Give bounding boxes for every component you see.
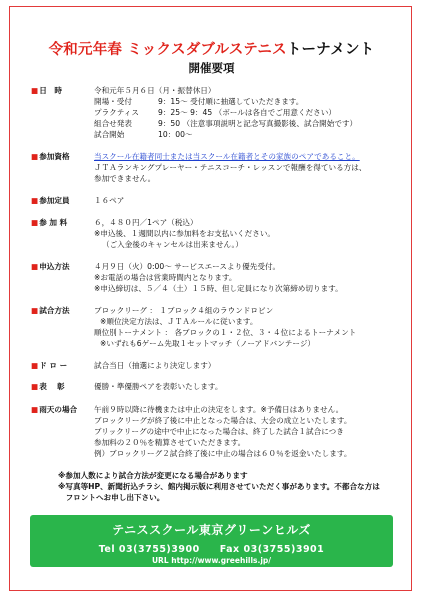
bullet-icon: ■ [31, 262, 39, 271]
text-line: ※お電話の場合は営業時間内となります。 [94, 273, 237, 282]
title-main: 令和元年春 ミックスダブルステニス [48, 42, 287, 58]
note-line: フロントへお申し出下さい。 [58, 493, 165, 502]
notes [58, 470, 398, 503]
section-label: ■参加資格 [31, 152, 70, 161]
section-label: ■日 時 [31, 86, 62, 95]
section-body [94, 261, 399, 294]
bullet-icon: ■ [31, 361, 39, 370]
phone-fax: Tel 03(3755)3900 Fax 03(3755)3901 [98, 544, 325, 555]
title-suffix: トーナメント [286, 42, 375, 58]
text-line: ※順位決定方法は、ＪＴＡルールに従います。 [100, 317, 258, 326]
contact-banner [30, 515, 393, 567]
schedule-row: 開場・受付 9：15～ 受付順に抽選していただきます。 [94, 97, 304, 106]
section-body [94, 217, 399, 250]
draw-value: 試合当日（抽選により決定します） [94, 361, 216, 370]
bullet-icon: ■ [31, 382, 39, 391]
section-body [94, 151, 399, 184]
text-line: ※申込締切は、５／４（土）１５時、但し定員になり次第締め切ります。 [94, 284, 343, 293]
school-name: テニススクール東京グリーンヒルズ [112, 523, 311, 537]
text-line: ブリックリーグの途中で中止になった場合は、終了した試合１試合につき [94, 427, 344, 436]
text-line: ※申込後、１週間以内に参加料をお支払いください。 [94, 229, 276, 238]
section-label: ■ド ロ ー [31, 361, 68, 370]
section-label: ■申込方法 [31, 262, 70, 271]
page-subtitle: 開催要項 [188, 61, 235, 75]
bullet-icon: ■ [31, 306, 39, 315]
text-line: （ご入金後のキャンセルは出来ません。） [102, 240, 243, 249]
bullet-icon: ■ [31, 86, 39, 95]
text-line: ６，４８０円／1ペア（税込） [94, 218, 198, 227]
bullet-icon: ■ [31, 405, 39, 414]
text-line: ブロックリーグが終了後に中止となった場合は、大会の成立といたします。 [94, 416, 352, 425]
text-line: ＪＴＡランキングプレーヤー・テニスコーチ・レッスンで報酬を得ている方は、 [94, 163, 367, 172]
bullet-icon: ■ [31, 152, 39, 161]
note-line: ※参加人数により試合方法が変更になる場合があります [58, 471, 248, 480]
schedule-row: 試合開始 10：00～ [94, 130, 193, 139]
award-value: 優勝・準優勝ペアを表彰いたします。 [94, 382, 223, 391]
section-label: ■雨天の場合 [31, 405, 78, 414]
text-line: 順位別トーナメント ： 各ブロックの１・２位、３・４位によるトーナメント [94, 328, 357, 337]
text-line: 参加できません。 [94, 174, 156, 183]
section-body [94, 195, 399, 206]
text-line: ※いずれも6ゲーム先取１セットマッチ（ノーアドバンテージ） [100, 339, 316, 348]
website-url[interactable]: URL http://www.greehills.jp/ [151, 556, 272, 565]
section-label: ■参 加 料 [31, 218, 68, 227]
text-line: ４月９日（火）0:00～ サービスエースより優先受付。 [94, 262, 281, 271]
schedule-row: プラクティス 9：25～ 9：45 （ボールは各自でご用意ください） [94, 108, 336, 117]
section-body [94, 381, 399, 392]
schedule-row: 組合せ発表 9：50 （注意事項説明と記念写真撮影後、試合開始です） [94, 119, 358, 128]
section-label: ■表 彰 [31, 382, 65, 391]
section-body [94, 404, 399, 459]
note-line: ※写真等HP、新聞折込チラシ、館内掲示版に利用させていただく事があります。不都合な方は [58, 482, 380, 491]
page-title [0, 38, 423, 59]
text-line: 午前９時以降に待機または中止の決定をします。※予備日はありません。 [94, 405, 344, 414]
bullet-icon: ■ [31, 196, 39, 205]
section-label: ■試合方法 [31, 306, 70, 315]
section-body [94, 360, 399, 371]
bullet-icon: ■ [31, 218, 39, 227]
date-line: 令和元年５月６日（月・振替休日） [94, 86, 216, 95]
capacity-value: １６ペア [94, 196, 125, 205]
text-line: ブロックリーグ ： １ブロック４組のラウンドロビン [94, 306, 274, 315]
section-body [94, 305, 399, 349]
text-line: 例）ブロックリーグ２試合終了後に中止の場合は６０％を返金いたします。 [94, 449, 352, 458]
section-label: ■参加定員 [31, 196, 70, 205]
eligibility-link[interactable]: 当スクール在籍者同士または当スクール在籍者とその家族のペアであること。 [94, 152, 360, 161]
section-body [94, 85, 399, 140]
text-line: 参加料の２０％を精算させていただきます。 [94, 438, 246, 447]
